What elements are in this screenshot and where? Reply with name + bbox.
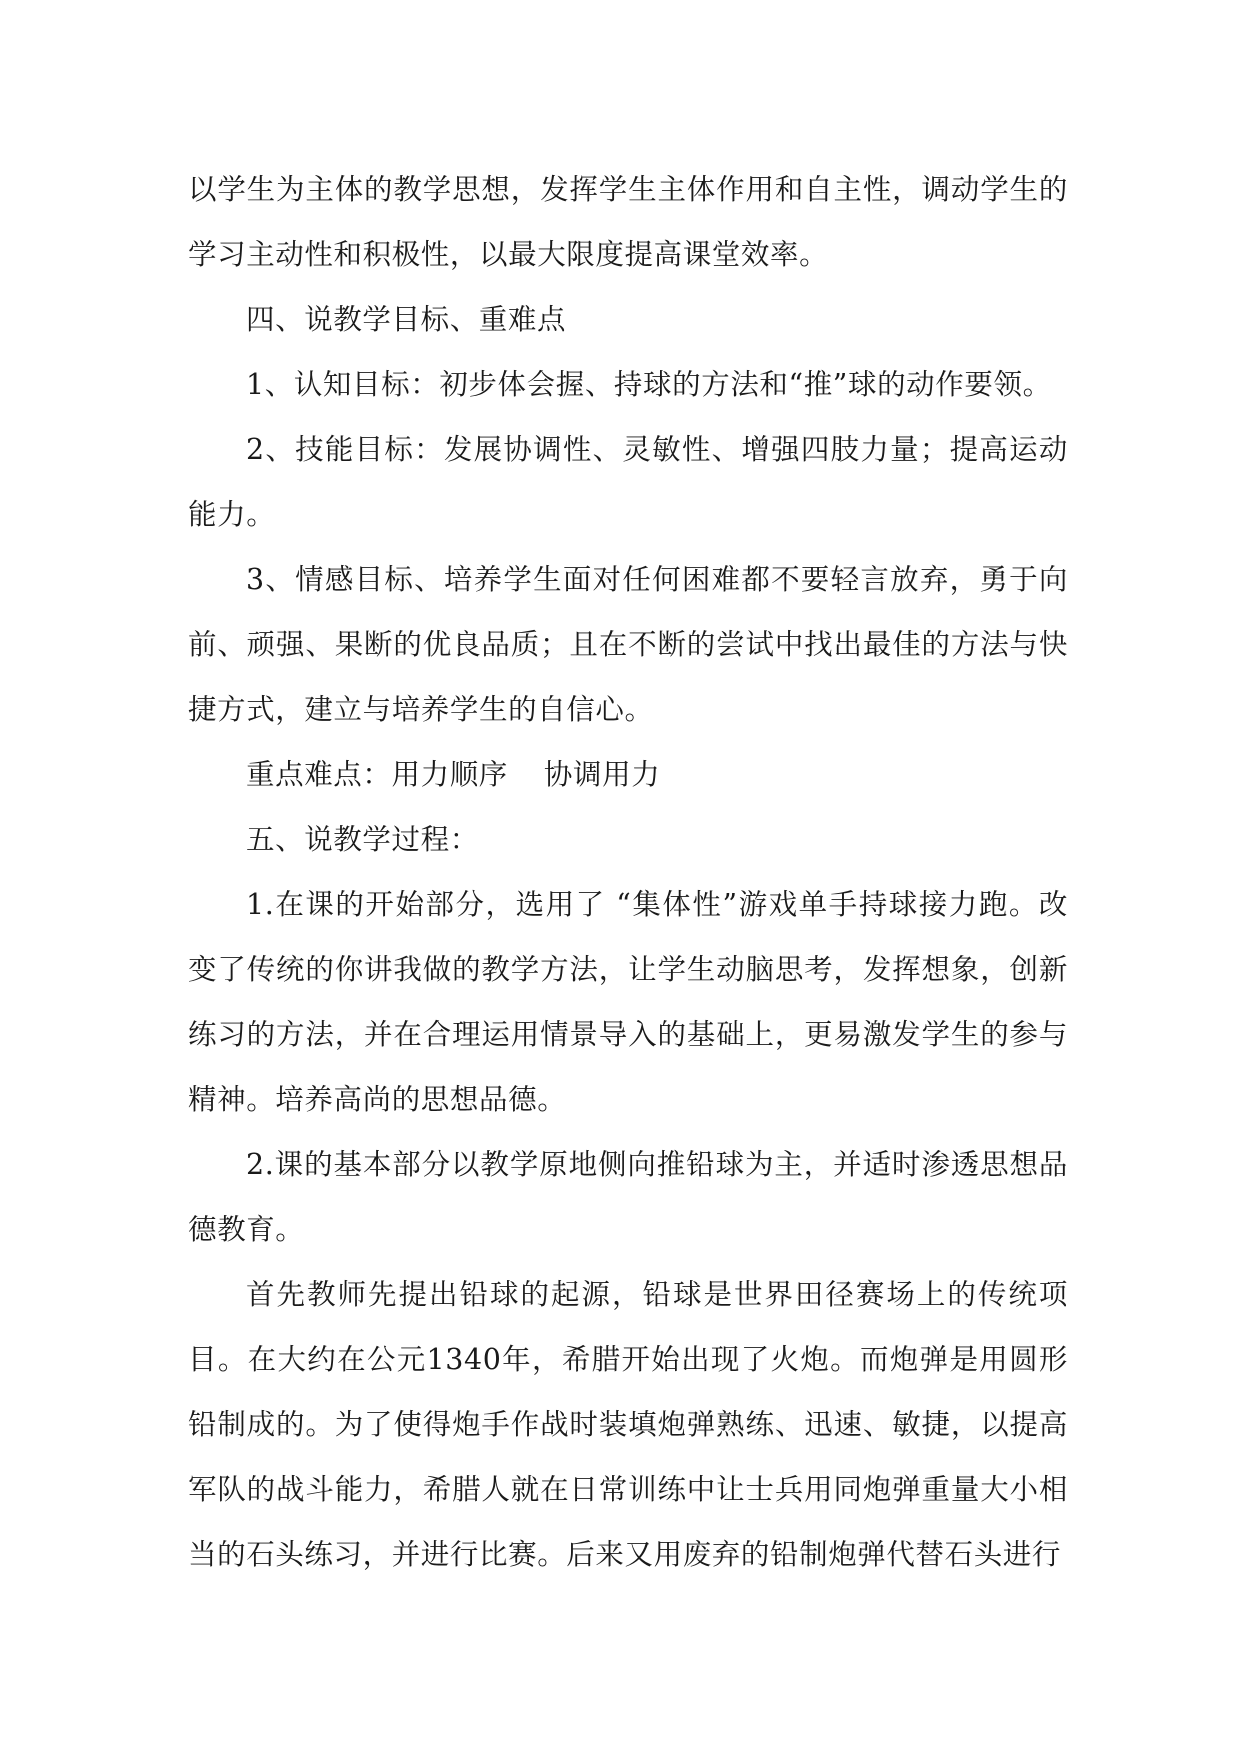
objective-cognitive: 1、认知目标：初步体会握、持球的方法和“推”球的动作要领。: [246, 368, 1052, 401]
shot-put-origin-paragraph: 首先教师先提出铅球的起源，铅球是世界田径赛场上的传统项目。在大约在公元1340年，希腊开始出现了火炮。而炮弹是用圆形铅制成的。为了使得炮手作战时装填炮弹熟练、迅速、敏捷，以提高军队的战斗能力，希腊人就在日常训练中让士兵用同炮弹重量大小相当的石头练习，并进行比赛。后来又用废弃的铅制炮弹代替石头进行: [188, 1278, 1068, 1571]
section-heading-objectives: 四、说教学目标、重难点: [246, 303, 567, 336]
section-heading-process: 五、说教学过程：: [246, 823, 479, 856]
key-points-paragraph: [188, 742, 1068, 807]
key-points-label: 重点难点：用力顺序: [246, 758, 508, 791]
objective-skill: 2、技能目标：发展协调性、灵敏性、增强四肢力量；提高运动能力。: [188, 433, 1068, 531]
document-body: [188, 157, 1068, 1587]
process-step-1: 1.在课的开始部分，选用了 “集体性”游戏单手持球接力跑。改变了传统的你讲我做的教学方法，让学生动脑思考，发挥想象，创新练习的方法，并在合理运用情景导入的基础上，更易激发学生的参与精神。培养高尚的思想品德。: [188, 888, 1068, 1116]
paragraph-intro-continuation: 以学生为主体的教学思想，发挥学生主体作用和自主性，调动学生的学习主动性和积极性，以最大限度提高课堂效率。: [188, 173, 1068, 271]
key-points-item: 协调用力: [543, 758, 661, 791]
objective-emotional: 3、情感目标、培养学生面对任何困难都不要轻言放弃，勇于向前、顽强、果断的优良品质；且在不断的尝试中找出最佳的方法与快捷方式，建立与培养学生的自信心。: [188, 563, 1068, 726]
process-step-2: 2.课的基本部分以教学原地侧向推铅球为主，并适时渗透思想品德教育。: [188, 1148, 1068, 1246]
